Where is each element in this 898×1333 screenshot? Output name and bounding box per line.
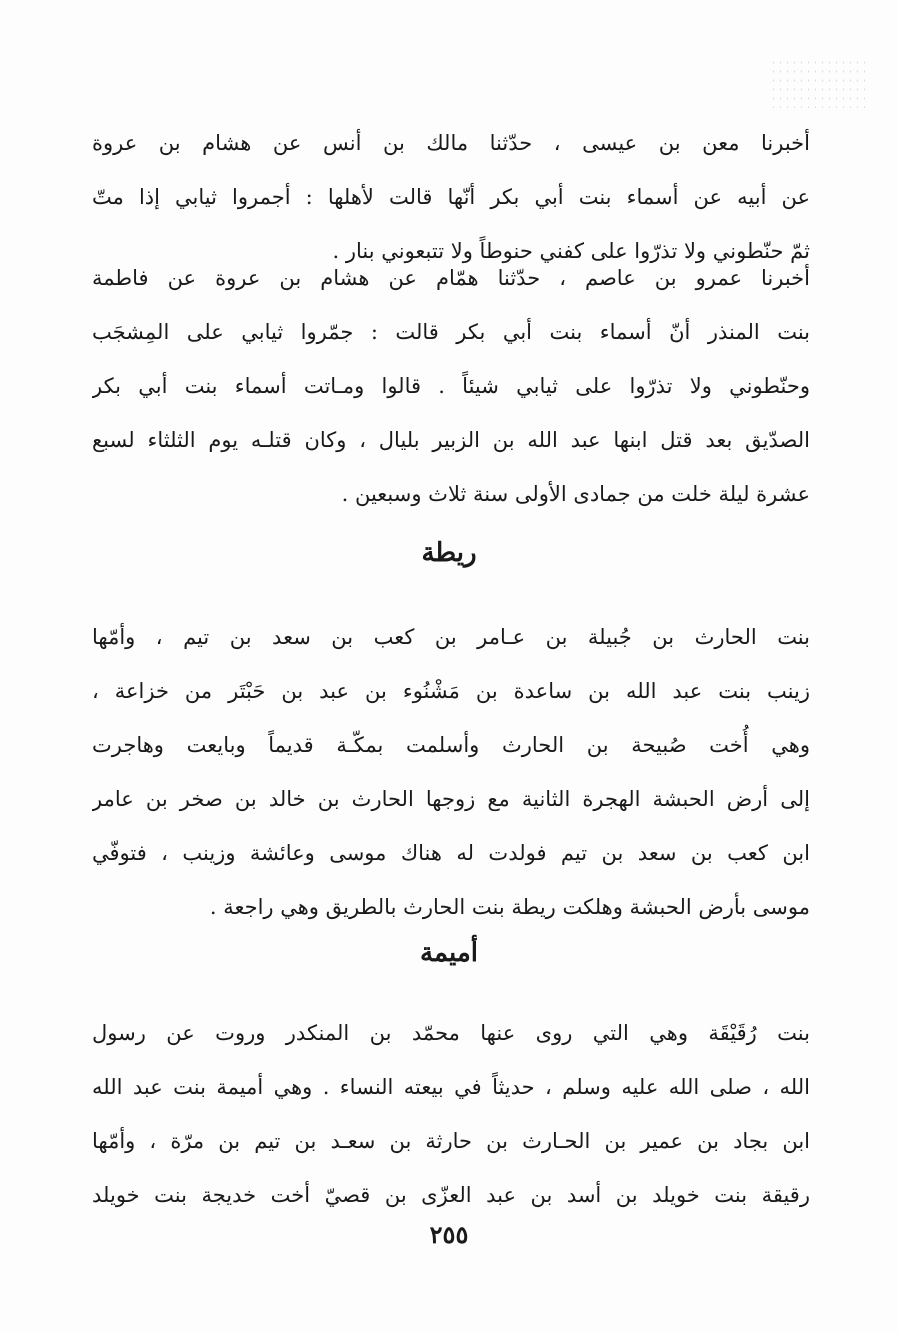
text-line: وحنّطوني ولا تذرّوا على ثيابي شيئاً . قالوا ومـاتت أسماء بنت أبي بكر (92, 374, 810, 398)
text-line: عن أبيه عن أسماء بنت أبي بكر أنّها قالت لأهلها : أجمروا ثيابي إذا متّ (92, 185, 810, 209)
text-line: رقيقة بنت خويلد بن أسد بن عبد العزّى بن قصيّ أخت خديجة بنت خويلد (92, 1183, 810, 1207)
text-line: ابن بجاد بن عمير بن الحـارث بن حارثة بن سعـد بن تيم بن مرّة ، وأمّها (92, 1129, 810, 1153)
paragraph-umayma (92, 1006, 810, 1222)
text-line: الله ، صلى الله عليه وسلم ، حديثاً في بيعته النساء . وهي أميمة بنت عبد الله (92, 1075, 810, 1099)
text-line: موسى بأرض الحبشة وهلكت ريطة بنت الحارث بالطريق وهي راجعة . (209, 895, 810, 919)
section-heading-rayta: ريطة (421, 538, 477, 568)
paragraph-rayta (92, 610, 810, 934)
page-number: ٢٥٥ (429, 1220, 469, 1249)
text-line: أخبرنا عمرو بن عاصم ، حدّثنا همّام عن هشام بن عروة عن فاطمة (92, 266, 810, 290)
text-line: بنت رُقَيْقَة وهي التي روى عنها محمّد بن المنكدر وروت عن رسول (92, 1021, 810, 1045)
text-line: بنت الحارث بن جُبيلة بن عـامر بن كعب بن سعد بن تيم ، وأمّها (92, 625, 810, 649)
text-line: إلى أرض الحبشة الهجرة الثانية مع زوجها الحارث بن خالد بن صخر بن عامر (92, 787, 810, 811)
section-heading-umayma: أميمة (420, 938, 478, 968)
text-line: الصدّيق بعد قتل ابنها عبد الله بن الزبير بليال ، وكان قتلـه يوم الثلثاء لسبع (92, 428, 810, 452)
text-line: ثمّ حنّطوني ولا تذرّوا على كفني حنوطاً ولا تتبعوني بنار . (332, 239, 810, 263)
text-line: وهي أُخت صُبيحة بن الحارث وأسلمت بمكّـة قديماً وبايعت وهاجرت (92, 733, 810, 757)
text-line: ابن كعب بن سعد بن تيم فولدت له هناك موسى وعائشة وزينب ، فتوفّي (92, 841, 810, 865)
scan-speckle (770, 58, 870, 108)
paragraph-asma-2 (92, 251, 810, 521)
text-line: أخبرنا معن بن عيسى ، حدّثنا مالك بن أنس عن هشام بن عروة (92, 131, 810, 155)
text-line: زينب بنت عبد الله بن ساعدة بن مَشْنُوء بن عبد بن حَبْتَر من خزاعة ، (92, 679, 810, 703)
text-line: بنت المنذر أنّ أسماء بنت أبي بكر قالت : جمّروا ثيابي على المِشجَب (92, 320, 810, 344)
text-line: عشرة ليلة خلت من جمادى الأولى سنة ثلاث وسبعين . (341, 482, 810, 506)
